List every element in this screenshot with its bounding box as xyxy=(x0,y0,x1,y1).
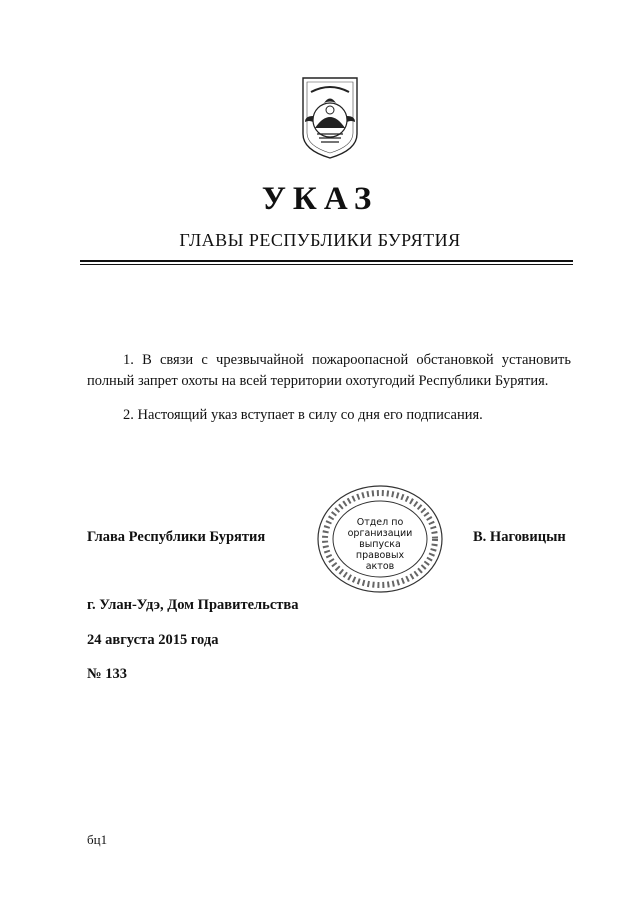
paragraph-1: 1. В связи с чрезвычайной пожароопасной обстановкой установить полный запрет охоты на всей территории охотугодий Республики Бурятия. xyxy=(87,352,571,389)
signatory-name: В. Наговицын xyxy=(473,529,566,545)
signatory-title: Глава Республики Бурятия xyxy=(87,529,266,545)
issue-place: г. Улан-Удэ, Дом Правительства xyxy=(87,597,299,613)
document-subtitle: ГЛАВЫ РЕСПУБЛИКИ БУРЯТИЯ xyxy=(179,230,461,250)
footer-code: бц1 xyxy=(87,832,108,847)
stamp-line: правовых xyxy=(355,550,405,561)
stamp-line: организации xyxy=(347,528,413,539)
document-number: № 133 xyxy=(87,666,127,682)
stamp-line: Отдел по xyxy=(356,517,404,528)
coat-of-arms-icon xyxy=(297,76,363,160)
stamp-line: выпуска xyxy=(359,539,401,550)
document-title: УКАЗ xyxy=(261,181,379,217)
issue-date: 24 августа 2015 года xyxy=(87,632,219,648)
stamp-text xyxy=(340,517,420,572)
header-divider-thin xyxy=(80,264,573,265)
header-divider xyxy=(80,260,573,262)
paragraph-2: 2. Настоящий указ вступает в силу со дня его подписания. xyxy=(123,407,483,423)
stamp-line: актов xyxy=(365,561,395,572)
